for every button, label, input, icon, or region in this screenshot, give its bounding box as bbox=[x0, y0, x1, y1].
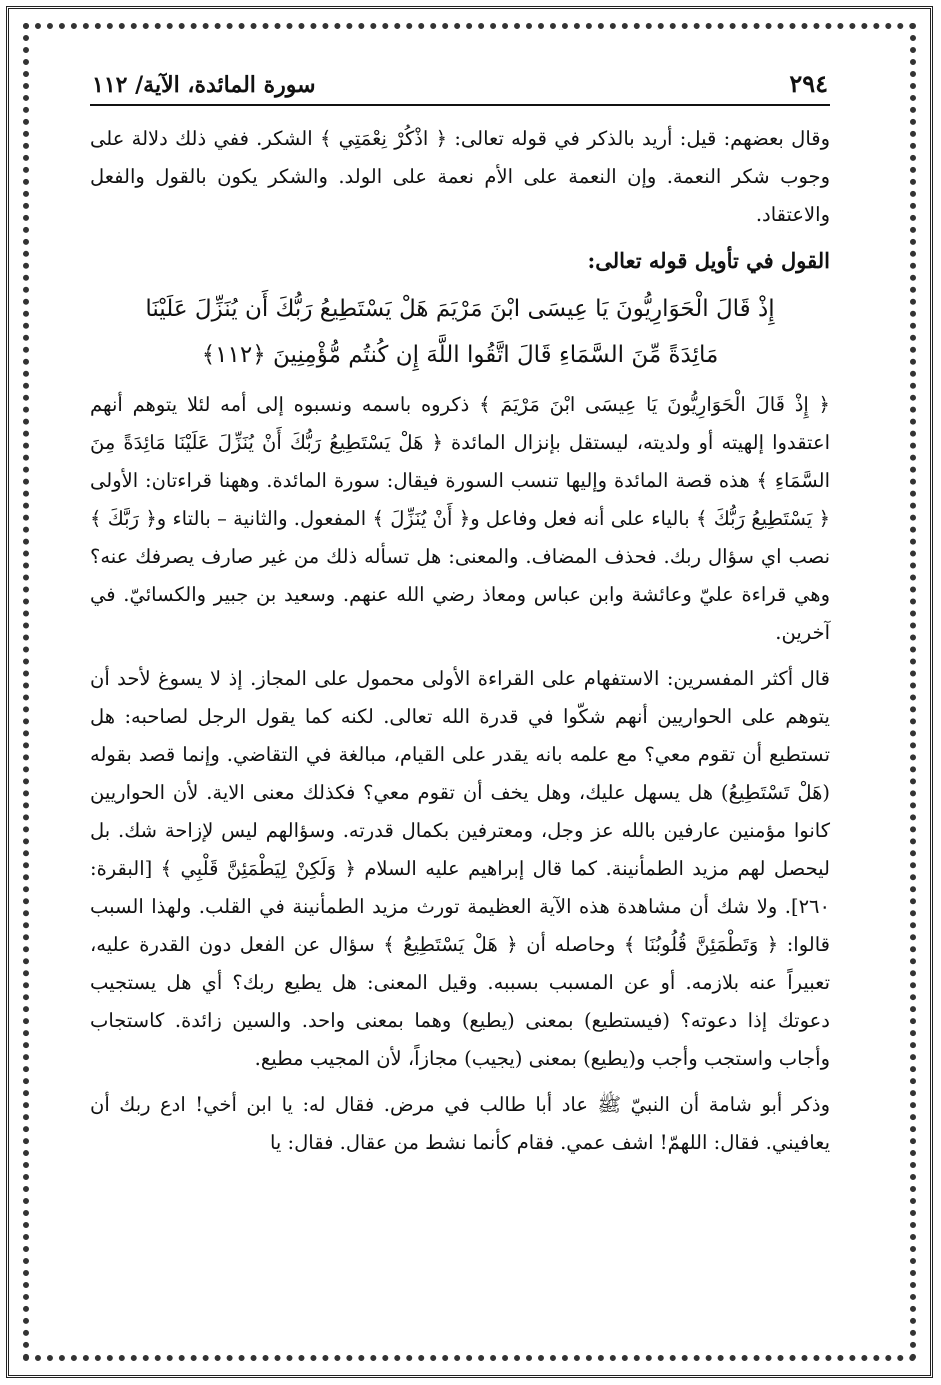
commentary-paragraph-1: ﴿ إِذْ قَالَ الْحَوَارِيُّونَ يَا عِيسَى ابْنَ مَرْيَمَ ﴾ ذكروه باسمه ونسبوه إلى أمه لئلا يتوهم أنهم اعتقدوا إلهيته أو ولديته، ليستقل بإنزال المائدة ﴿ هَلْ يَسْتَطِيعُ رَبُّكَ أَنْ يُنَزِّلَ عَلَيْنَا مَائِدَةً مِنَ السَّمَاءِ ﴾ هذه قصة المائدة وإليها تنسب السورة فيقال: سورة المائدة. وههنا قراءتان: الأولى ﴿ يَسْتَطِيعُ رَبُّكَ ﴾ بالياء على أنه فعل وفاعل و﴿ أَنْ يُنَزِّلَ ﴾ المفعول. والثانية – بالتاء و﴿ رَبَّكَ ﴾ نصب اي سؤال ربك. فحذف المضاف. والمعنى: هل تسأله ذلك من غير صارف يصرفك عنه؟ وهي قراءة عليّ وعائشة وابن عباس ومعاذ رضي الله عنهم. وسعيد بن جبير والكسائيّ. في آخرين. bbox=[90, 393, 830, 644]
running-title: سورة المائدة، الآية/ ١١٢ bbox=[92, 72, 316, 98]
page-header bbox=[90, 60, 830, 106]
commentary-paragraph-2: قال أكثر المفسرين: الاستفهام على القراءة الأولى محمول على المجاز. إذ لا يسوغ لأحد أن يتوهم على الحواريين أنهم شكّوا في قدرة الله تعالى. لكنه كما يقول الرجل لصاحبه: هل تستطيع أن تقوم معي؟ مع علمه بانه يقدر على القيام، مبالغة في التقاضي. وإنما قصد بقوله (هَلْ تَسْتَطِيعُ) هل يسهل عليك، وهل يخف أن تقوم معي؟ فكذلك معنى الاية. لأن الحواريين كانوا مؤمنين عارفين بالله عز وجل، ومعترفين بكمال قدرته. وسؤالهم ليس لإزاحة شك. بل ليحصل لهم مزيد الطمأنينة. كما قال إبراهيم عليه السلام ﴿ وَلَكِنْ لِيَطْمَئِنَّ قَلْبِي ﴾ [البقرة: ٢٦٠]. ولا شك أن مشاهدة هذه الآية العظيمة تورث مزيد الطمأنينة في القلب. ولهذا السبب قالوا: ﴿ وَتَطْمَئِنَّ قُلُوبُنَا ﴾ وحاصله أن ﴿ هَلْ يَسْتَطِيعُ ﴾ سؤال عن الفعل دون القدرة عليه، تعبيراً عنه بلازمه. أو عن المسبب بسببه. وقيل المعنى: هل يطيع ربك؟ أي هل يستجيب دعوتك إذا دعوته؟ (فيستطيع) بمعنى (يطيع) وهما بمعنى واحد. والسين زائدة. كاستجاب وأجاب واستجب وأجب و(يطيع) بمعنى (يجيب) مجازاً، لأن المجيب مطيع. bbox=[90, 667, 830, 1070]
verse-line-1: إِذْ قَالَ الْحَوَارِيُّونَ يَا عِيسَى ابْنَ مَرْيَمَ هَلْ يَسْتَطِيعُ رَبُّكَ أَن يُنَزِّلَ عَلَيْنَا bbox=[145, 296, 775, 322]
book-page bbox=[90, 60, 830, 1320]
quran-verse bbox=[90, 284, 830, 380]
verse-line-2: مَائِدَةً مِّنَ السَّمَاءِ قَالَ اتَّقُوا اللَّهَ إِن كُنتُم مُّؤْمِنِينَ ﴿١١٢﴾ bbox=[201, 342, 719, 368]
section-title: القول في تأويل قوله تعالى: bbox=[587, 248, 830, 273]
commentary-paragraph-3: وذكر أبو شامة أن النبيّ ﷺ عاد أبا طالب في مرض. فقال له: يا ابن أخي! ادع ربك أن يعافيني. فقال: اللهمّ! اشف عمي. فقام كأنما نشط من عقال. فقال: يا bbox=[90, 1093, 830, 1154]
paragraph-intro: وقال بعضهم: قيل: أريد بالذكر في قوله تعالى: ﴿ اذْكُرْ نِعْمَتِي ﴾ الشكر. ففي ذلك دلالة على وجوب شكر النعمة. وإن النعمة على الأم نعمة على الولد. والشكر يكون بالقول والفعل والاعتقاد. bbox=[90, 127, 830, 226]
page-number: ٢٩٤ bbox=[789, 69, 828, 98]
page-content bbox=[90, 120, 830, 1162]
